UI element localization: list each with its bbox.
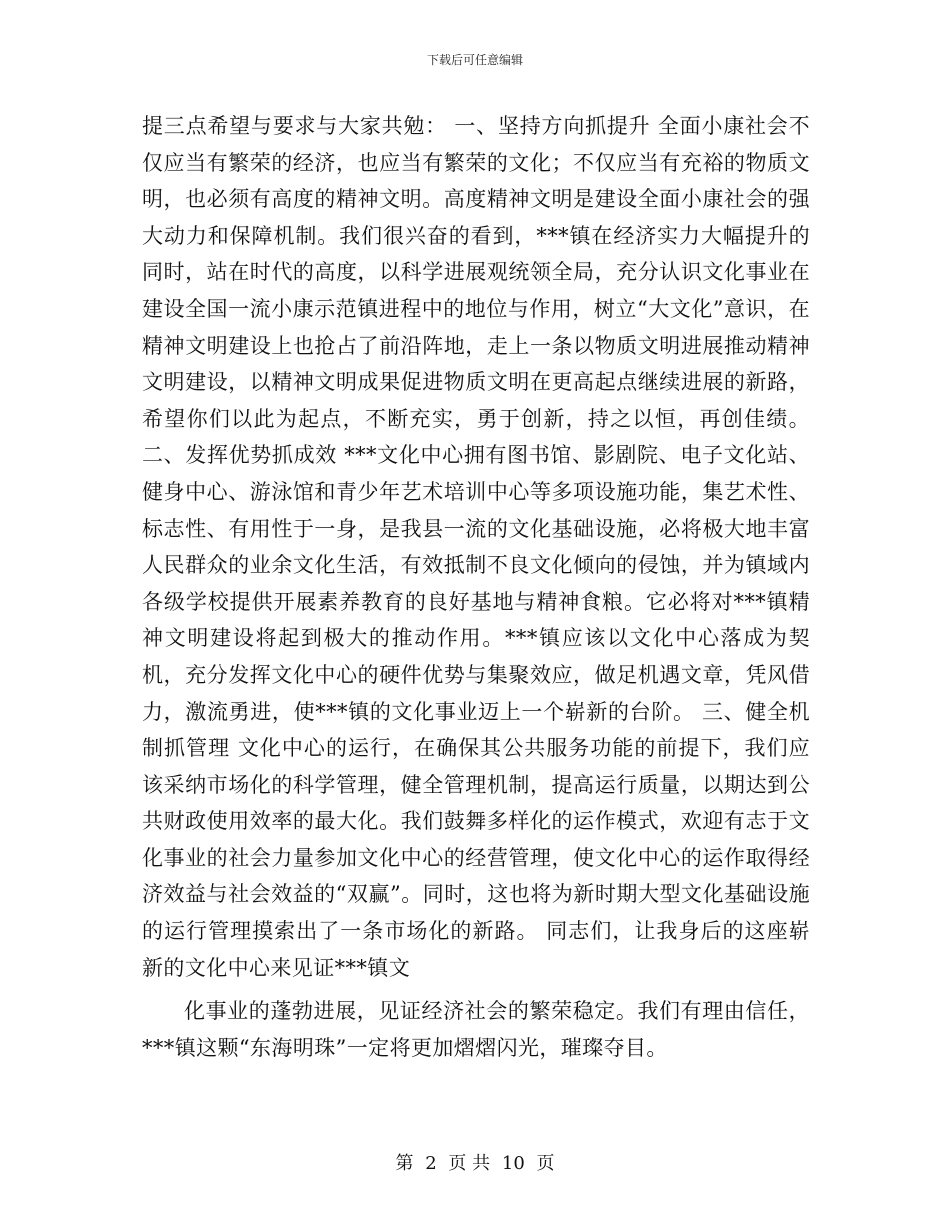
- footer-prefix: 第: [395, 1153, 414, 1174]
- footer-middle: 页 共: [448, 1153, 491, 1174]
- body-paragraph: 化事业的蓬勃进展，见证经济社会的繁荣稳定。我们有理由信任，***镇这颗“东海明珠”一定将更加熠熠闪光，璀璨夺目。: [142, 999, 810, 1060]
- footer-suffix: 页: [536, 1153, 555, 1174]
- document-body: [142, 108, 810, 1066]
- page-footer: [0, 1152, 950, 1176]
- footer-current-page: 2: [425, 1153, 437, 1174]
- page-header-note: 下载后可任意编辑: [426, 53, 523, 67]
- body-paragraph: 提三点希望与要求与大家共勉： 一、坚持方向抓提升 全面小康社会不仅应当有繁荣的经济，也应当有繁荣的文化；不仅应当有充裕的物质文明，也必须有高度的精神文明。高度精神文明是建设全面小康社会的强大动力和保障机制。我们很兴奋的看到，***镇在经济实力大幅提升的同时，站在时代的高度，以科学进展观统领全局，充分认识文化事业在建设全国一流小康示范镇进程中的地位与作用，树立“大文化”意识，在精神文明建设上也抢占了前沿阵地，走上一条以物质文明进展推动精神文明建设，以精神文明成果促进物质文明在更高起点继续进展的新路，希望你们以此为起点，不断充实，勇于创新，持之以恒，再创佳绩。 二、发挥优势抓成效 ***文化中心拥有图书馆、影剧院、电子文化站、健身中心、游泳馆和青少年艺术培训中心等多项设施功能，集艺术性、标志性、有用性于一身，是我县一流的文化基础设施，必将极大地丰富人民群众的业余文化生活，有效抵制不良文化倾向的侵蚀，并为镇域内各级学校提供开展素养教育的良好基地与精神食粮。它必将对***镇精神文明建设将起到极大的推动作用。***镇应该以文化中心落成为契机，充分发挥文化中心的硬件优势与集聚效应，做足机遇文章，凭风借力，激流勇进，使***镇的文化事业迈上一个崭新的台阶。 三、健全机制抓管理 文化中心的运行，在确保其公共服务功能的前提下，我们应该采纳市场化的科学管理，健全管理机制，提高运行质量，以期达到公共财政使用效率的最大化。我们鼓舞多样化的运作模式，欢迎有志于文化事业的社会力量参加文化中心的经营管理，使文化中心的运作取得经济效益与社会效益的“双赢”。同时，这也将为新时期大型文化基础设施的运行管理摸索出了一条市场化的新路。 同志们，让我身后的这座崭新的文化中心来见证***镇文: [142, 114, 810, 980]
- footer-total-pages: 10: [501, 1153, 525, 1174]
